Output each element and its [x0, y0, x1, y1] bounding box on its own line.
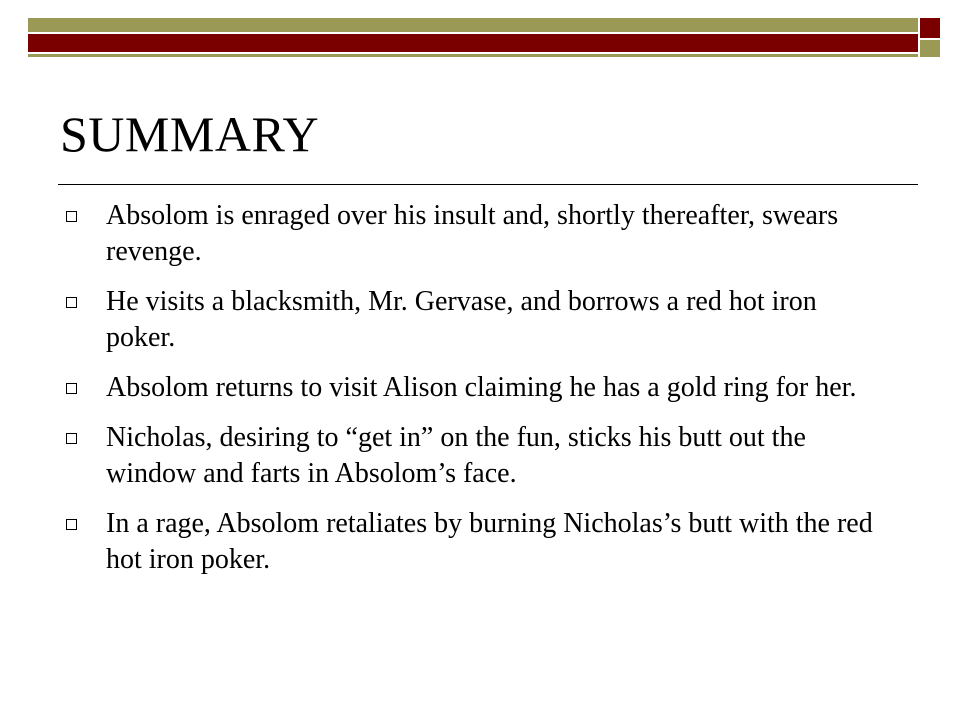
title-divider: [58, 184, 918, 185]
bullet-text: He visits a blacksmith, Mr. Gervase, and borrows a red hot iron poker.: [106, 286, 817, 353]
hollow-square-icon: [66, 383, 77, 394]
bullet-item: [62, 198, 882, 270]
header-corner-olive-square: [920, 40, 940, 57]
header-corner-maroon-square: [920, 18, 940, 38]
header-band-olive-top: [28, 18, 918, 32]
bullet-text: Absolom returns to visit Alison claiming he has a gold ring for her.: [106, 372, 857, 403]
bullet-item: [62, 370, 882, 406]
header-band-olive-bottom: [28, 54, 918, 57]
hollow-square-icon: [66, 297, 77, 308]
bullet-list: [62, 198, 882, 592]
bullet-item: [62, 506, 882, 578]
header-band-maroon: [28, 34, 918, 52]
hollow-square-icon: [66, 433, 77, 444]
slide-title: SUMMARY: [60, 106, 320, 162]
bullet-text: Nicholas, desiring to “get in” on the fun, sticks his butt out the window and farts in Absolom’s face.: [106, 422, 806, 489]
bullet-item: [62, 284, 882, 356]
hollow-square-icon: [66, 211, 77, 222]
bullet-text: In a rage, Absolom retaliates by burning Nicholas’s butt with the red hot iron poker.: [106, 508, 873, 575]
bullet-text: Absolom is enraged over his insult and, shortly thereafter, swears revenge.: [106, 200, 839, 267]
hollow-square-icon: [66, 519, 77, 530]
bullet-item: [62, 420, 882, 492]
header-decoration: [0, 0, 960, 72]
